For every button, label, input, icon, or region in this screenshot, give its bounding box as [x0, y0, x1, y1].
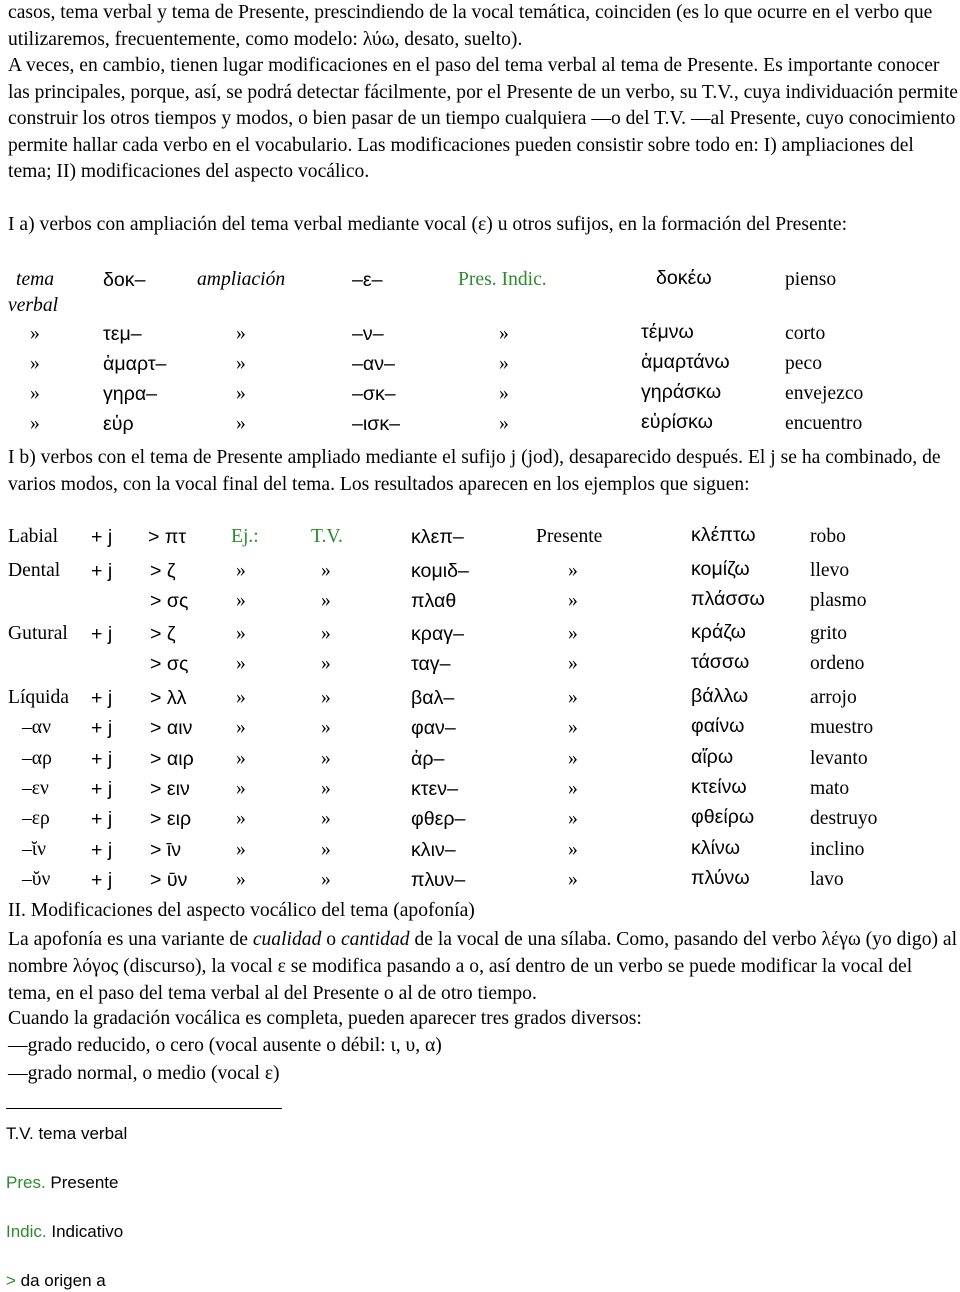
table-a-row-1-q2: » [236, 323, 246, 344]
table-a-row-2-q3: » [499, 353, 509, 374]
table-b-row-11-stem: πλυν– [411, 869, 466, 891]
table-b-row-7-type: –αρ [22, 748, 52, 769]
table-a-row-2-q2: » [236, 353, 246, 374]
section2-gradacion: Cuando la gradación vocálica es completa, pueden aparecer tres grados diversos: [8, 1008, 642, 1029]
table-a-row-3-q1: » [30, 383, 40, 404]
table-b-row-3-q3: » [568, 623, 578, 644]
table-b-row-5-greek: βάλλω [691, 685, 749, 707]
table-b-row-5-meaning: arrojo [810, 687, 857, 708]
table-b-row-10-q1: » [236, 839, 246, 860]
table-b-row-8-stem: κτεν– [411, 778, 458, 800]
labial-result: > πτ [148, 526, 187, 548]
table-b-row-3-meaning: grito [810, 623, 848, 644]
header-verbal: verbal [8, 295, 59, 316]
table-b-row-4-meaning: ordeno [810, 653, 865, 674]
table-b-row-5-stem: βαλ– [411, 687, 455, 709]
table-b-row-1-result: > ζ [150, 560, 176, 582]
table-b-row-10-stem: κλιν– [411, 839, 456, 861]
table-b-row-3-type: Gutural [8, 623, 68, 644]
table-a-row-1-stem: τεμ– [103, 323, 142, 345]
table-b-row-8-q3: » [568, 778, 578, 799]
table-b-row-1-q2: » [321, 560, 331, 581]
table-b-row-11-q3: » [568, 869, 578, 890]
table-b-row-9-plus: + j [91, 808, 113, 830]
labial-meaning: robo [810, 526, 846, 547]
table-b-row-1-meaning: llevo [810, 560, 850, 581]
table-b-row-8-q2: » [321, 778, 331, 799]
table-a-row-1-suffix: –ν– [352, 323, 384, 345]
table-b-row-9-result: > ειρ [150, 808, 192, 830]
table-b-row-8-result: > ειν [150, 778, 190, 800]
table-b-row-9-q3: » [568, 808, 578, 829]
table-b-row-3-stem: κραγ– [411, 623, 464, 645]
table-b-row-7-q3: » [568, 748, 578, 769]
footnote-gt: > da origen a [6, 1271, 106, 1290]
table-b-row-6-greek: φαίνω [691, 715, 745, 737]
table-b-row-2-q1: » [236, 590, 246, 611]
table-a-row-2-stem: ἁμαρτ– [103, 353, 167, 375]
table-b-row-10-q3: » [568, 839, 578, 860]
table-b-row-10-meaning: inclino [810, 839, 865, 860]
section2-title: II. Modificaciones del aspecto vocálico del tema (apofonía) [8, 900, 475, 921]
table-b-row-2-q2: » [321, 590, 331, 611]
table-b-row-8-greek: κτείνω [691, 776, 747, 798]
table-a-row-1-q1: » [30, 323, 40, 344]
table-b-row-9-q1: » [236, 808, 246, 829]
table-b-row-11-greek: πλύνω [691, 867, 750, 889]
table-b-row-7-result: > αιρ [150, 748, 194, 770]
grado-reducido: —grado reducido, o cero (vocal ausente o débil: ι, υ, α) [8, 1035, 442, 1056]
table-b-row-9-stem: φθερ– [411, 808, 466, 830]
table-a-row-1-greek: τέμνω [641, 321, 694, 343]
table-b-row-3-greek: κράζω [691, 621, 746, 643]
footnote-indic: Indic. Indicativo [6, 1222, 124, 1241]
table-b-row-5-type: Líquida [8, 687, 69, 708]
table-b-row-7-stem: ἀρ– [411, 748, 445, 770]
table-b-row-9-type: –ερ [22, 808, 50, 829]
labial-type: Labial [8, 526, 59, 547]
table-b-row-11-q2: » [321, 869, 331, 890]
table-a-row-4-greek: εὑρίσκω [641, 411, 713, 433]
header-pres-indic: Pres. Indic. [458, 269, 547, 290]
table-a-row-4-q2: » [236, 413, 246, 434]
table-a-row-3-suffix: –σκ– [352, 383, 396, 405]
table-a-row-2-q1: » [30, 353, 40, 374]
header-tema: tema [16, 269, 55, 290]
table-b-row-7-plus: + j [91, 748, 113, 770]
header-greek: δοκέω [656, 267, 712, 289]
table-b-row-1-q1: » [236, 560, 246, 581]
table-b-row-3-result: > ζ [150, 623, 176, 645]
table-b-row-11-type: –ῠν [22, 869, 51, 890]
table-a-row-4-suffix: –ισκ– [352, 413, 401, 435]
footnote-separator [6, 1108, 282, 1109]
table-b-row-1-plus: + j [91, 560, 113, 582]
footnote-tv: T.V. tema verbal [6, 1124, 128, 1143]
labial-presente: Presente [536, 526, 603, 547]
table-b-row-2-greek: πλάσσω [691, 588, 765, 610]
table-a-row-3-meaning: envejezco [785, 383, 864, 404]
table-b-row-6-result: > αιν [150, 717, 193, 739]
table-a-row-3-q3: » [499, 383, 509, 404]
table-b-row-4-q3: » [568, 653, 578, 674]
table-b-row-5-q3: » [568, 687, 578, 708]
table-b-row-5-q2: » [321, 687, 331, 708]
table-a-row-4-q1: » [30, 413, 40, 434]
table-b-row-10-type: –ῐν [22, 839, 46, 860]
table-b-row-2-q3: » [568, 590, 578, 611]
table-b-row-4-result: > σς [150, 653, 189, 675]
labial-stem: κλεπ– [411, 526, 464, 548]
table-b-row-2-stem: πλαθ [411, 590, 457, 612]
table-b-row-1-q3: » [568, 560, 578, 581]
table-b-row-7-q2: » [321, 748, 331, 769]
table-b-row-4-stem: ταγ– [411, 653, 451, 675]
table-b-row-9-greek: φθείρω [691, 806, 755, 828]
table-b-row-11-meaning: lavo [810, 869, 844, 890]
table-b-row-6-type: –αν [22, 717, 51, 738]
labial-plus: + j [91, 526, 113, 548]
table-b-row-4-greek: τάσσω [691, 651, 750, 673]
table-b-row-6-meaning: muestro [810, 717, 874, 738]
table-a-row-3-stem: γηρα– [103, 383, 158, 405]
table-b-row-8-type: –εν [22, 778, 49, 799]
table-b-row-11-plus: + j [91, 869, 113, 891]
table-b-row-2-meaning: plasmo [810, 590, 867, 611]
table-b-row-5-plus: + j [91, 687, 113, 709]
table-b-row-10-q2: » [321, 839, 331, 860]
table-b-row-6-plus: + j [91, 717, 113, 739]
table-a-row-2-greek: ἁμαρτάνω [641, 351, 730, 373]
table-b-row-4-q2: » [321, 653, 331, 674]
table-b-row-11-result: > ῡν [150, 869, 188, 891]
table-b-row-3-q1: » [236, 623, 246, 644]
intro-paragraph-1: casos, tema verbal y tema de Presente, prescindiendo de la vocal temática, coinciden (es lo que ocurre en el verbo que utilizaremos, frecuentemente, como modelo: λύω, desato, suelto). [8, 2, 933, 50]
table-b-row-9-meaning: destruyo [810, 808, 878, 829]
table-a-row-3-q2: » [236, 383, 246, 404]
table-b-row-7-meaning: levanto [810, 748, 868, 769]
footnote-pres: Pres. Presente [6, 1173, 119, 1192]
table-b-row-10-plus: + j [91, 839, 113, 861]
labial-ej: Ej.: [231, 526, 259, 547]
table-b-row-3-q2: » [321, 623, 331, 644]
table-b-row-8-plus: + j [91, 778, 113, 800]
table-b-row-2-result: > σς [150, 590, 189, 612]
table-a-row-1-q3: » [499, 323, 509, 344]
table-b-row-8-meaning: mato [810, 778, 850, 799]
header-ampliacion: ampliación [197, 269, 286, 290]
header-stem: δοκ– [103, 269, 146, 291]
grado-normal: —grado normal, o medio (vocal ε) [8, 1063, 280, 1084]
section2-paragraph: La apofonía es una variante de cualidad o cantidad de la vocal de una sílaba. Como, pasando del verbo λέγω (yo digo) al nombre λόγος (discurso), la vocal ε se modifica pasando a o, así dentro de un verbo se puede modificar la vocal del tema, en el paso del tema verbal al del Presente o al de otro tiempo. [8, 929, 958, 1004]
table-b-row-1-stem: κομιδ– [411, 560, 469, 582]
table-b-row-6-q2: » [321, 717, 331, 738]
table-b-row-9-q2: » [321, 808, 331, 829]
table-b-row-7-q1: » [236, 748, 246, 769]
labial-tv: T.V. [311, 526, 343, 547]
table-b-row-6-q3: » [568, 717, 578, 738]
header-meaning: pienso [785, 269, 837, 290]
table-b-row-8-q1: » [236, 778, 246, 799]
table-b-row-6-stem: φαν– [411, 717, 456, 739]
table-b-row-1-greek: κομίζω [691, 558, 750, 580]
table-a-row-4-meaning: encuentro [785, 413, 863, 434]
table-b-row-10-result: > ῑν [150, 839, 182, 861]
table-a-row-2-meaning: peco [785, 353, 822, 374]
table-a-row-4-q3: » [499, 413, 509, 434]
table-a-row-3-greek: γηράσκω [641, 381, 722, 403]
table-b-row-1-type: Dental [8, 560, 61, 581]
table-b-row-3-plus: + j [91, 623, 113, 645]
table-a-row-1-meaning: corto [785, 323, 826, 344]
table-b-row-5-q1: » [236, 687, 246, 708]
table-a-row-2-suffix: –αν– [352, 353, 395, 375]
table-a-row-4-stem: εὑρ [103, 413, 134, 435]
paragraph-ib: I b) verbos con el tema de Presente ampliado mediante el sufijo j (jod), desaparecido después. El j se ha combinado, de varios modos, con la vocal final del tema. Los resultados aparecen en los ejemplos que siguen: [8, 447, 941, 495]
table-b-row-5-result: > λλ [150, 687, 187, 709]
intro-paragraph-2: A veces, en cambio, tienen lugar modificaciones en el paso del tema verbal al tema de Presente. Es importante conocer las principales, porque, así, se podrá detectar fácilmente, por el Presente de un verbo, su T.V., cuya individuación permite construir los otros tiempos y modos, o bien pasar de un tiempo cualquiera —o del T.V. —al Presente, cuyo conocimiento permite hallar cada verbo en el vocabulario. Las modificaciones pueden consistir sobre todo en: I) ampliaciones del tema; II) modificaciones del aspecto vocálico. [8, 55, 958, 183]
intro-paragraph-3: I a) verbos con ampliación del tema verbal mediante vocal (ε) u otros sufijos, en la formación del Presente: [8, 214, 848, 235]
table-b-row-6-q1: » [236, 717, 246, 738]
table-b-row-7-greek: αἴρω [691, 746, 734, 768]
header-suffix: –ε– [352, 269, 383, 291]
table-b-row-11-q1: » [236, 869, 246, 890]
table-b-row-10-greek: κλίνω [691, 837, 741, 859]
labial-greek: κλέπτω [691, 524, 756, 546]
table-b-row-4-q1: » [236, 653, 246, 674]
